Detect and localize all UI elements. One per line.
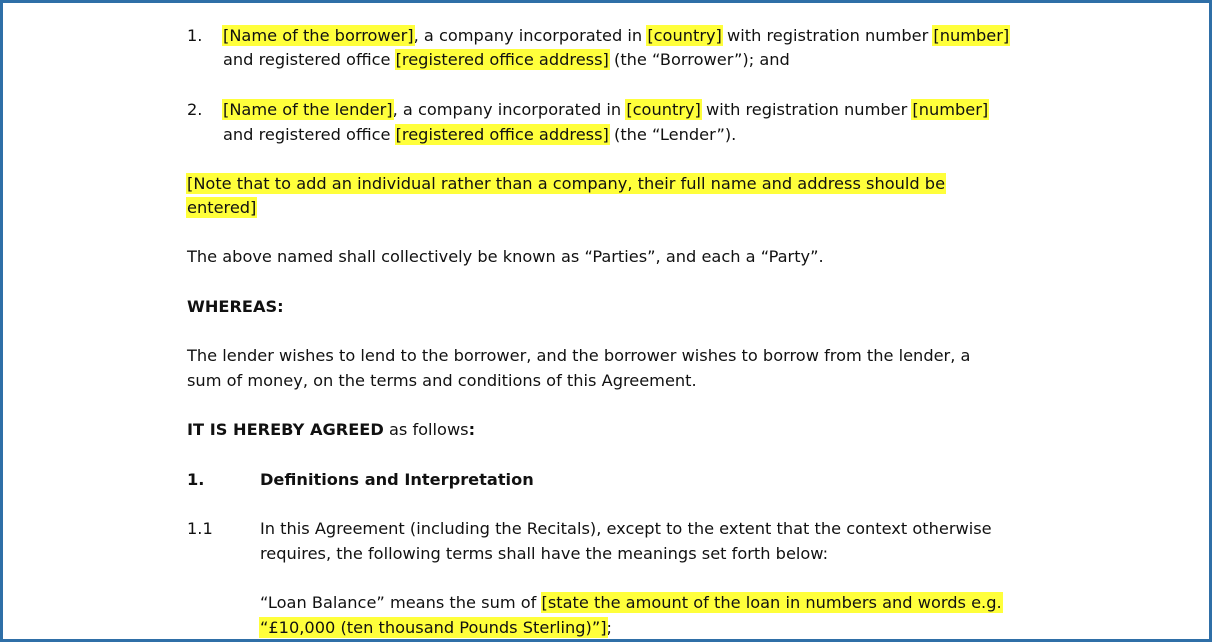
loan-amount-placeholder-2: “£10,000 (ten thousand Pounds Sterling)”] <box>260 618 607 637</box>
party-1-line-2 <box>223 49 790 71</box>
party-1-text-4: (the “Borrower”); and <box>608 50 790 69</box>
borrower-country-placeholder: [country] <box>647 26 722 45</box>
agreed-rest: as follows <box>383 420 469 439</box>
section-1-number: 1. <box>187 470 205 489</box>
party-1-text-1: , a company incorporated in <box>413 26 648 45</box>
party-2-text-3: and registered office <box>223 125 396 144</box>
borrower-number-placeholder: [number] <box>933 26 1010 45</box>
loan-amount-placeholder-1: [state the amount of the loan in numbers and words e.g. <box>541 593 1002 612</box>
party-1-text-3: and registered office <box>223 50 396 69</box>
party-2-line-2 <box>223 124 736 146</box>
party-1-line-1 <box>187 25 1009 47</box>
whereas-text-line-2: sum of money, on the terms and conditions of this Agreement. <box>187 371 697 390</box>
agreed-colon: : <box>468 420 476 439</box>
lender-country-placeholder: [country] <box>626 100 701 119</box>
agreed-bold: IT IS HEREBY AGREED <box>187 420 384 439</box>
loan-balance-line-2 <box>260 617 612 639</box>
whereas-heading: WHEREAS: <box>187 297 284 316</box>
borrower-name-placeholder: [Name of the borrower] <box>223 26 414 45</box>
lender-name-placeholder: [Name of the lender] <box>223 100 393 119</box>
borrower-address-placeholder: [registered office address] <box>395 50 609 69</box>
collective-paragraph: The above named shall collectively be known as “Parties”, and each a “Party”. <box>187 247 824 266</box>
whereas-text-line-1: The lender wishes to lend to the borrower, and the borrower wishes to borrow from the lender, a <box>187 346 971 365</box>
clause-1-1-line-1: In this Agreement (including the Recitals), except to the extent that the context otherwise <box>260 519 992 538</box>
party-2-line-1 <box>187 99 988 121</box>
clause-1-1-number: 1.1 <box>187 519 213 538</box>
note-line-1 <box>187 173 945 195</box>
party-2-text-1: , a company incorporated in <box>392 100 627 119</box>
lender-number-placeholder: [number] <box>912 100 989 119</box>
section-1-title: Definitions and Interpretation <box>260 470 534 489</box>
party-1-number: 1. <box>187 26 203 45</box>
loan-balance-end: ; <box>606 618 613 637</box>
party-2-text-2: with registration number <box>700 100 913 119</box>
note-text-2: entered] <box>187 198 257 217</box>
party-1-text-2: with registration number <box>721 26 934 45</box>
clause-1-1-line-2: requires, the following terms shall have the meanings set forth below: <box>260 544 829 563</box>
lender-address-placeholder: [registered office address] <box>395 125 609 144</box>
agreed-paragraph <box>187 419 475 441</box>
party-2-text-4: (the “Lender”). <box>608 125 737 144</box>
note-text-1: [Note that to add an individual rather than a company, their full name and address should be <box>187 174 946 193</box>
note-line-2 <box>187 197 256 219</box>
document-page <box>3 3 1209 639</box>
party-2-number: 2. <box>187 100 203 119</box>
loan-balance-line-1 <box>260 592 1002 614</box>
loan-balance-text: “Loan Balance” means the sum of <box>260 593 542 612</box>
